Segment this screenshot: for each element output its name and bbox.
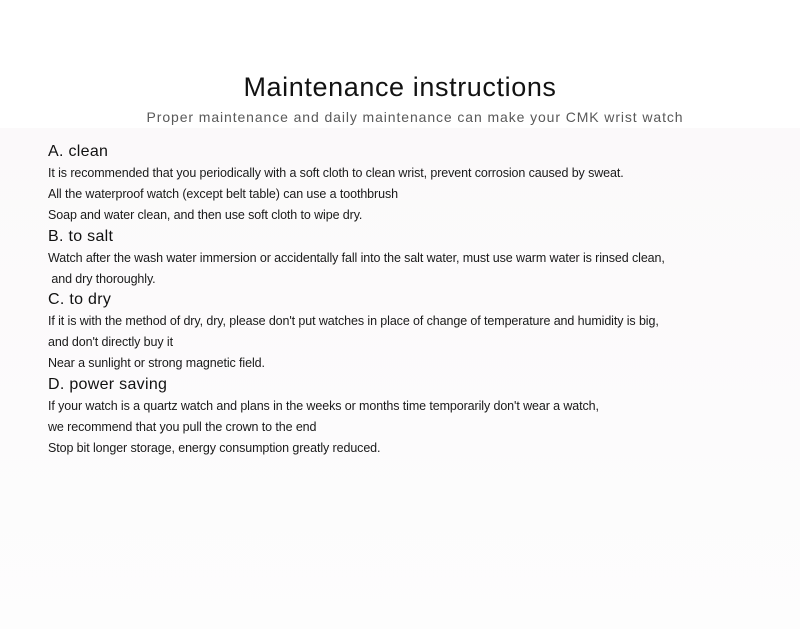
section-heading: D. power saving (48, 376, 168, 393)
section-text-line: If your watch is a quartz watch and plans in the weeks or months time temporarily don't wear a watch, (48, 399, 599, 413)
section-text-line: All the waterproof watch (except belt table) can use a toothbrush (48, 187, 398, 201)
section-to-dry (48, 290, 768, 374)
section-clean (48, 142, 768, 226)
section-text-line: Soap and water clean, and then use soft cloth to wipe dry. (48, 208, 363, 222)
section-text-line: It is recommended that you periodically with a soft cloth to clean wrist, prevent corrosion caused by sweat. (48, 166, 624, 180)
page-subtitle: Proper maintenance and daily maintenance can make your CMK wrist watch (146, 109, 684, 125)
section-heading: B. to salt (48, 228, 114, 245)
section-to-salt (48, 227, 768, 290)
section-heading: A. clean (48, 143, 109, 160)
section-power-saving (48, 375, 768, 459)
section-text-line: Stop bit longer storage, energy consumption greatly reduced. (48, 441, 381, 455)
section-text-line: we recommend that you pull the crown to the end (48, 420, 317, 434)
section-text-line: and dry thoroughly. (48, 272, 156, 286)
section-text-line: Near a sunlight or strong magnetic field. (48, 356, 265, 370)
section-heading: C. to dry (48, 291, 112, 308)
section-text-line: If it is with the method of dry, dry, please don't put watches in place of change of temperature and humidity is big, (48, 314, 659, 328)
page-title: Maintenance instructions (243, 72, 557, 102)
section-text-line: and don't directly buy it (48, 335, 173, 349)
section-text-line: Watch after the wash water immersion or accidentally fall into the salt water, must use warm water is rinsed clean, (48, 251, 665, 265)
